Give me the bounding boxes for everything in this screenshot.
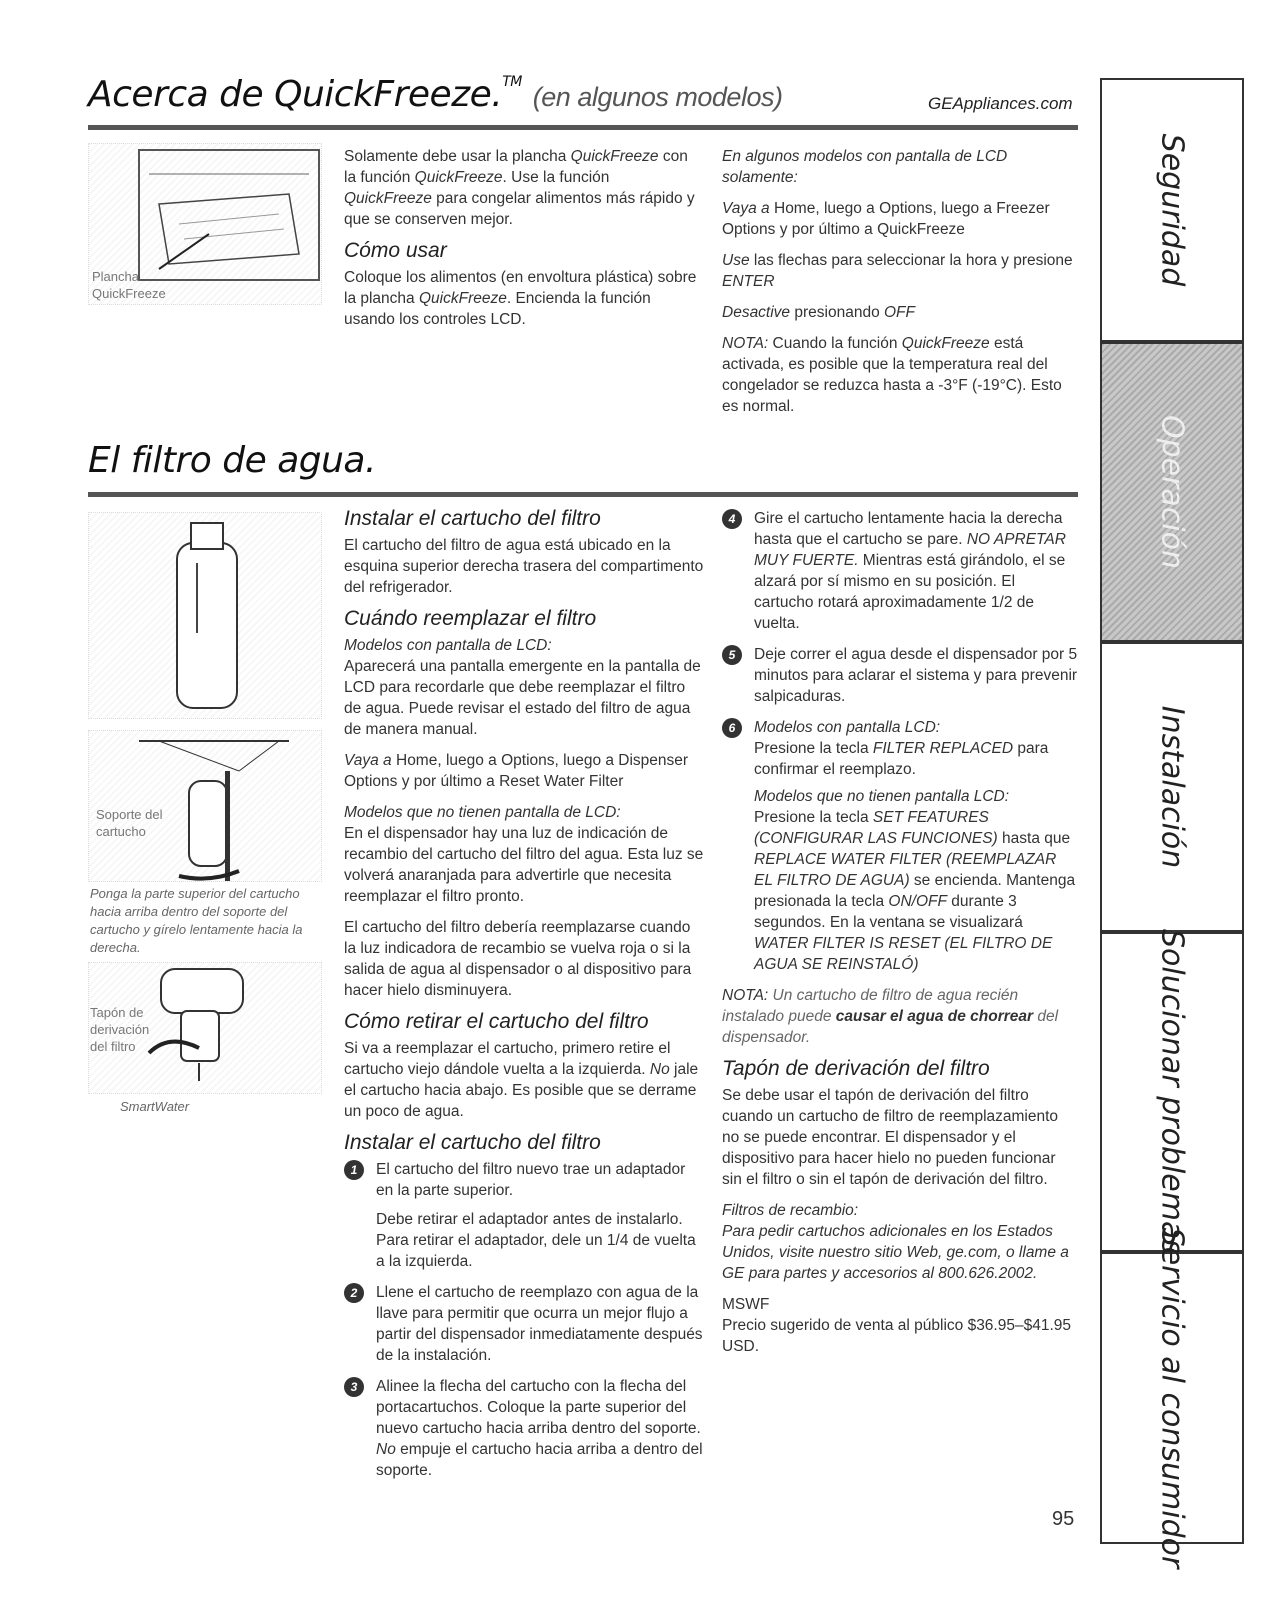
step-3 <box>344 1376 704 1481</box>
step-1-detail: Debe retirar el adaptador antes de instalarlo. Para retirar el adaptador, dele un 1/4 de vuelta a la izquierda. <box>376 1211 696 1270</box>
model-number: MSWF <box>722 1296 770 1313</box>
replacement-text: Para pedir cartuchos adicionales en los Estados Unidos, visite nuestro sitio Web, ge.com, o llame a GE para partes y accesorios al 800.626.2002. <box>722 1223 1069 1282</box>
replace-when-text: El cartucho del filtro debería reemplazarse cuando la luz indicadora de recambio se vuelva roja o si la salida de agua al dispensador o al dispositivo para hacer hielo disminuyera. <box>344 919 692 999</box>
quickfreeze-col1 <box>344 146 699 340</box>
step-6-number: 6 <box>722 718 742 738</box>
use-arrows-instructions: Use las flechas para seleccionar la hora y presione ENTER <box>722 252 1073 290</box>
install-heading: Instalar el cartucho del filtro <box>344 507 601 530</box>
cartridge-caption: Ponga la parte superior del cartucho hacia arriba dentro del soporte del cartucho y gírelo lentamente hacia la derecha. <box>90 886 303 955</box>
step-3-number: 3 <box>344 1377 364 1397</box>
quickfreeze-intro: Solamente debe usar la plancha QuickFreeze con la función QuickFreeze. Use la función QuickFreeze para congelar alimentos más rápido y que se conserven mejor. <box>344 148 695 228</box>
cartridge-drawing <box>89 513 321 718</box>
section-tabs <box>1100 78 1244 1569</box>
tab-seguridad-label: Seguridad <box>1154 133 1190 287</box>
step-6-nolcd-sub: Modelos que no tienen pantalla LCD: <box>754 788 1010 805</box>
title-subtitle: (en algunos modelos) <box>532 82 783 112</box>
tapon-label: Tapón de derivación del filtro <box>90 1005 150 1054</box>
vaya-dispenser-text: Vaya a Home, luego a Options, luego a Dispenser Options y por último a Reset Water Filter <box>344 752 689 790</box>
tab-servicio-consumidor[interactable] <box>1102 1227 1242 1569</box>
tab-operacion-label: Operación <box>1154 414 1190 570</box>
install2-heading: Instalar el cartucho del filtro <box>344 1131 601 1154</box>
lcd-models-heading: En algunos modelos con pantalla de LCD solamente: <box>722 148 1008 186</box>
tab-instalacion[interactable] <box>1102 642 1242 932</box>
step-1 <box>344 1159 704 1272</box>
step-2 <box>344 1282 704 1366</box>
price-text: Precio sugerido de venta al público $36.95–$41.95 USD. <box>722 1317 1072 1355</box>
quickfreeze-pan-caption: Plancha QuickFreeze <box>92 269 166 301</box>
step-6-lcd-text: Presione la tecla FILTER REPLACED para confirmar el reemplazo. <box>754 740 1049 778</box>
step-6 <box>722 717 1078 975</box>
tab-solucionar-problemas[interactable] <box>1102 928 1242 1256</box>
no-lcd-subheading: Modelos que no tienen pantalla de LCD: <box>344 804 621 821</box>
filter-col1 <box>344 508 704 1491</box>
filter-cartridge-illustration <box>88 512 322 719</box>
quickfreeze-title <box>88 74 782 115</box>
step-1-text: El cartucho del filtro nuevo trae un adaptador en la parte superior. <box>376 1161 686 1199</box>
tab-solucionar-label: Solucionar problemas <box>1154 928 1190 1256</box>
step-5-text: Deje correr el agua desde el dispensador por 5 minutos para aclarar el sistema y para prevenir salpicaduras. <box>754 646 1078 705</box>
title-rule <box>88 125 1078 130</box>
step-6-lcd-sub: Modelos con pantalla LCD: <box>754 719 941 736</box>
tab-operacion[interactable] <box>1102 342 1242 642</box>
bypass-heading: Tapón de derivación del filtro <box>722 1057 990 1080</box>
install-text: El cartucho del filtro de agua está ubicado en la esquina superior derecha trasera del compartimento del refrigerador. <box>344 537 704 596</box>
soporte-label: Soporte del cartucho <box>96 807 163 839</box>
remove-text: Si va a reemplazar el cartucho, primero retire el cartucho viejo dándole vuelta a la izquierda. No jale el cartucho hacia abajo. Es posible que se derrame un poco de agua. <box>344 1040 699 1120</box>
no-lcd-text: En el dispensador hay una luz de indicación de recambio del cartucho del filtro del agua. Esta luz se volverá anaranjada para advertirle que necesita reemplazar el filtro pronto. <box>344 825 704 905</box>
step-6-nolcd-text: Presione la tecla SET FEATURES (CONFIGURAR LAS FUNCIONES) hasta que REPLACE WATER FILTER (REEMPLAZAR EL FILTRO DE AGUA) se encienda. Mantenga presionada la tecla ON/OFF durante 3 segundos. En la ventana se visualizará WATER FILTER IS RESET (EL FILTRO DE AGUA SE REINSTALÓ) <box>754 809 1076 973</box>
remove-heading: Cómo retirar el cartucho del filtro <box>344 1010 649 1033</box>
vaya-instructions: Vaya a Home, luego a Options, luego a Freezer Options y por último a QuickFreeze <box>722 200 1050 238</box>
lcd-models-text: Aparecerá una pantalla emergente en la pantalla de LCD para recordarle que debe reemplazar el filtro de agua. Puede revisar el estado del filtro de agua de manera manual. <box>344 658 701 738</box>
step-2-text: Llene el cartucho de reemplazo con agua de la llave para permitir que ocurra un mejor flujo a partir del dispensador inmediatamente después de la instalación. <box>376 1284 703 1364</box>
water-filter-title: El filtro de agua. <box>88 440 376 481</box>
step-1-number: 1 <box>344 1160 364 1180</box>
quickfreeze-note: NOTA: Cuando la función QuickFreeze está activada, es posible que la temperatura real del congelador se reduzca hasta a -3°F (-19°C). Esto es normal. <box>722 335 1062 415</box>
step-3-text: Alinee la flecha del cartucho con la flecha del portacartuchos. Coloque la parte superior del nuevo cartucho hacia arriba dentro del soporte. No empuje el cartucho hacia arriba a dentro del soporte. <box>376 1378 703 1479</box>
filter-note: NOTA: Un cartucho de filtro de agua recién instalado puede causar el agua de chorrear del dispensador. <box>722 987 1059 1046</box>
quickfreeze-col2 <box>722 146 1077 427</box>
tab-seguridad[interactable] <box>1102 78 1242 342</box>
step-2-number: 2 <box>344 1283 364 1303</box>
replacement-subheading: Filtros de recambio: <box>722 1202 859 1219</box>
site-url: GEAppliances.com <box>928 94 1073 113</box>
title-text: Acerca de QuickFreeze. <box>88 74 503 115</box>
step-4 <box>722 508 1078 634</box>
filter-rule <box>88 492 1078 497</box>
smartwater-label: SmartWater <box>120 1099 190 1114</box>
tab-instalacion-label: Instalación <box>1154 705 1190 869</box>
deactivate-instructions: Desactive presionando OFF <box>722 304 915 321</box>
step-4-number: 4 <box>722 509 742 529</box>
bypass-text: Se debe usar el tapón de derivación del filtro cuando un cartucho de filtro de reemplazamiento no se puede encontrar. El dispensador y el dispositivo para hacer hielo no pueden funcionar sin el filtro o sin el tapón de derivación del filtro. <box>722 1087 1059 1188</box>
when-replace-heading: Cuándo reemplazar el filtro <box>344 607 597 630</box>
lcd-models-subheading: Modelos con pantalla de LCD: <box>344 637 552 654</box>
trademark: TM <box>502 74 522 90</box>
como-usar-text: Coloque los alimentos (en envoltura plástica) sobre la plancha QuickFreeze. Encienda la función usando los controles LCD. <box>344 269 697 328</box>
tab-servicio-label: Servicio al consumidor <box>1154 1227 1190 1569</box>
step-5-number: 5 <box>722 645 742 665</box>
page-number: 95 <box>1052 1508 1075 1530</box>
filter-col2 <box>722 508 1078 1357</box>
como-usar-heading: Cómo usar <box>344 239 447 262</box>
step-4-text: Gire el cartucho lentamente hacia la derecha hasta que el cartucho se pare. NO APRETAR MUY FUERTE. Mientras está girándolo, el se alzará por sí mismo en su posición. El cartucho rotará aproximadamente 1/2 de vuelta. <box>754 510 1066 632</box>
step-5 <box>722 644 1078 707</box>
